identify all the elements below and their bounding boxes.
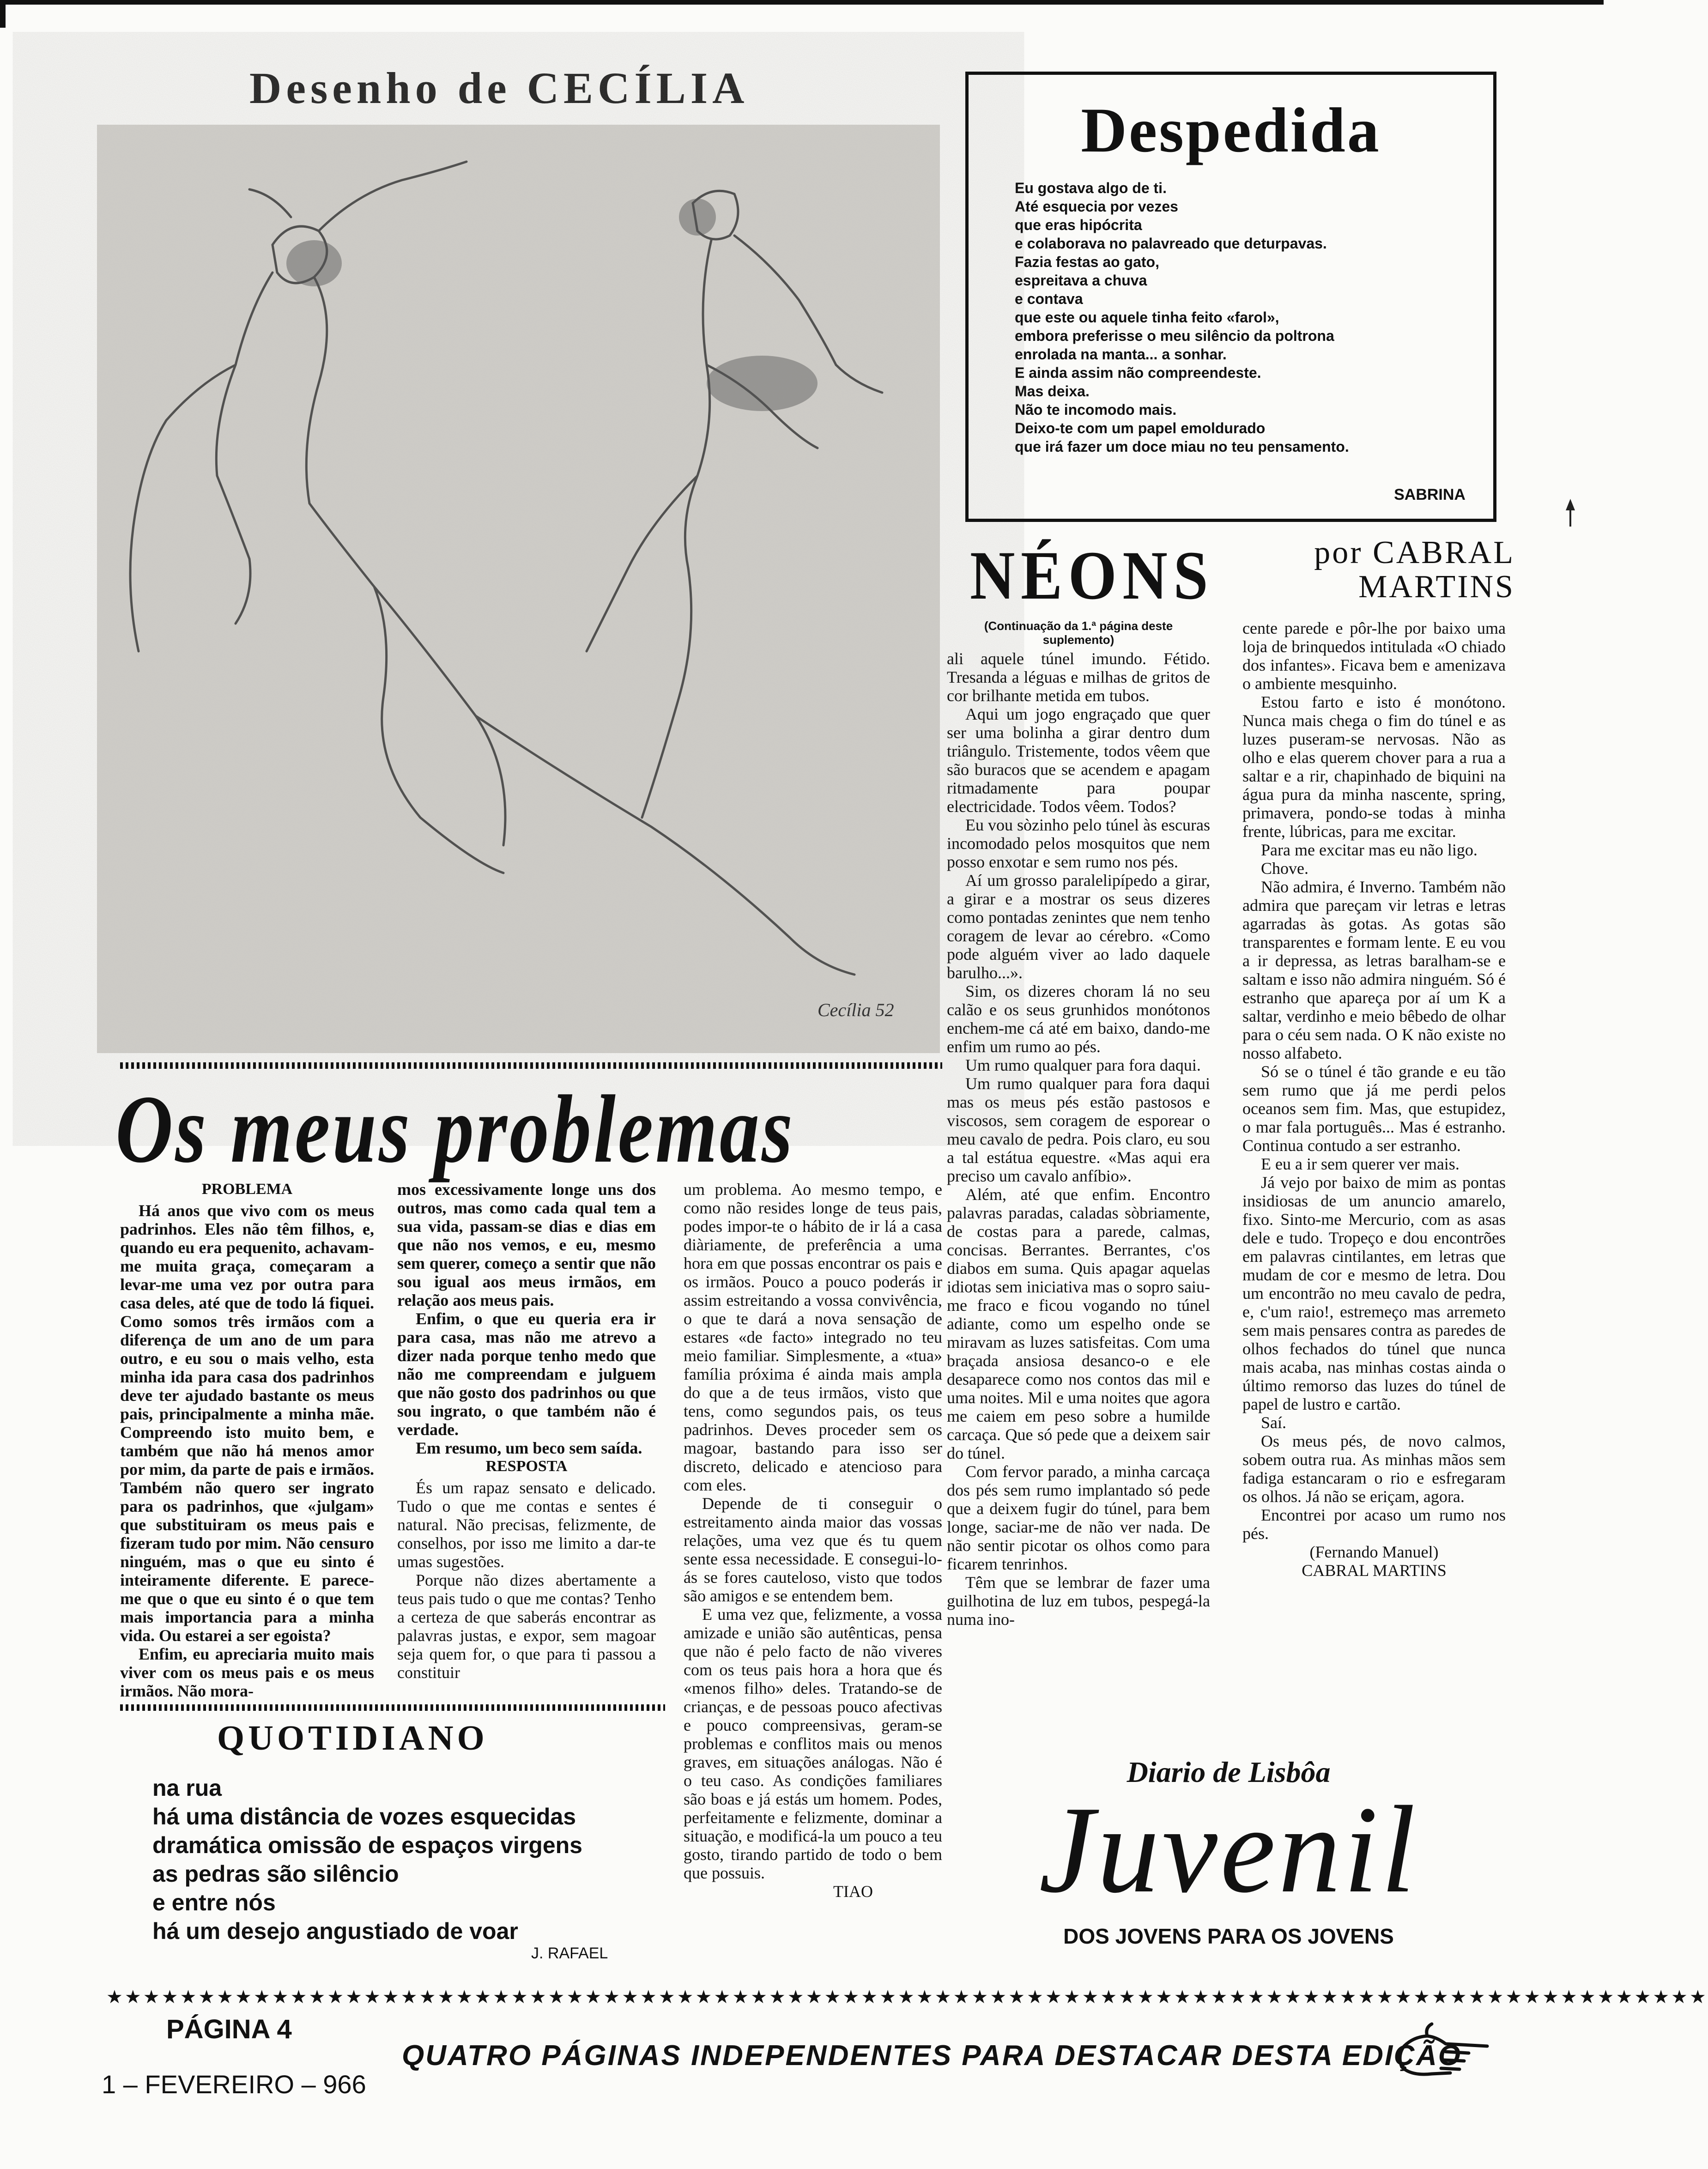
problem-text: Há anos que vivo com os meus padrinhos. Eles não têm filhos, e, quando eu era pequenito, achavam-me muita graça, começaram a levar-me uma vez por outra para casa deles, até que de todo lá fiquei. Como somos três irmãos com a diferença de um ano de um para outro, e eu sou o mais velho, esta minha ida para casa dos padrinhos deve ter ajudado bastante os meus pais, principalmente a minha mãe. Compreendo isto muito bem, e também que não há menos amor por mim, da parte de pais e irmãos. Também não quero ser ingrato para os padrinhos, que «julgam» que substituiram os meus pais e fizeram tudo por mim. Não censuro ninguém, mas o que eu sinto é inteiramente diferente. E parece-me que o que eu sinto é o que tem mais importancia para a minha vida. Ou estarei a ser egoista? xyxy=(120,1201,374,1645)
neons-text: Além, até que enfim. Encontro palavras paradas, caladas sòbriamente, de costas para a parede, calmas, concisas. Berrantes. Berrantes, c'os diabos em suma. Quis apagar aquelas idiotas sem iniciativa mas o sopro saiu-me fraco e ficou vogando no túnel adiante, como um espelho onde se miravam as luzes satisfeitas. Com uma braçada ansiosa desanco-o e ele desaparece como nos contos das mil e uma noites. Mil e uma noites que agora me caiem em peso sobre a humilde carcaça. Que só pede que a deixem sair do túnel. xyxy=(947,1185,1210,1462)
cecilia-drawing xyxy=(97,125,940,1053)
poem-line: Eu gostava algo de ti. xyxy=(1015,180,1167,196)
poem-line: há um desejo angustiado de voar xyxy=(152,1918,518,1944)
pointing-hand-icon xyxy=(1395,2018,1492,2088)
left-rule xyxy=(0,0,6,28)
poem-line: e colaborava no palavreado que deturpavas. xyxy=(1015,235,1327,252)
neons-text: Aí um grosso paralelipípedo a girar, a girar e a mostrar os seus dizeres como pontadas zenintes que nem tenho coragem de levar ao cérebro. «Como pode alguém viver ao lado daquele barulho...». xyxy=(947,871,1210,982)
poem-line: E ainda assim não compreendeste. xyxy=(1015,364,1261,381)
poem-line: embora preferisse o meu silêncio da poltrona xyxy=(1015,327,1334,344)
neons-text: ali aquele túnel imundo. Fétido. Tresanda a léguas e milhas de gritos de cor brilhante metida em tubos. xyxy=(947,649,1210,705)
poem-line: na rua xyxy=(152,1775,222,1801)
problem-text-4: Enfim, o que eu queria era ir para casa, mas não me atrevo a dizer nada porque tenho medo que não me compreendam e julguem que não gosto dos padrinhos ou que sou ingrato, o que também não é verdade. xyxy=(397,1309,656,1439)
drawing-title: Desenho de CECÍLIA xyxy=(249,63,749,113)
neons-text: Encontrei por acaso um rumo nos pés. xyxy=(1242,1506,1506,1543)
continuation-note: (Continuação da 1.ª página deste suplemento) xyxy=(984,619,1173,647)
poem-line: há uma distância de vozes esquecidas xyxy=(152,1804,576,1830)
neons-text: Com fervor parado, a minha carcaça dos pés sem rumo implantado só pede que a deixem fugir do túnel, para bem longe, saciar-me de não ver nada. De não sentir picotar os olhos como para ficarem tenrinhos. xyxy=(947,1462,1210,1573)
problem-text-5: Em resumo, um beco sem saída. xyxy=(416,1439,642,1457)
neons-text: Sim, os dizeres choram lá no seu calão e os seus grunhidos monótonos enchem-me cá até em baixo, dando-me enfim um rumo ao pés. xyxy=(947,982,1210,1056)
poem-line: espreitava a chuva xyxy=(1015,272,1147,289)
top-rule xyxy=(0,0,1604,5)
neons-text: Já vejo por baixo de mim as pontas insidiosas de um anuncio amarelo, fixo. Sinto-me Mercurio, com as asas dele e tudo. Tropeço e dou encontrões em palavras cintilantes, em letras que mudam de cor e mesmo de letra. Dou um encontrão no meu cavalo de pedra, e, c'um raio!, estremeço mas arremeto sem mais pensares contra as paredes de olhos fechados do túnel que nunca mais acaba, nas minhas costas ainda o último remorso das luzes do túnel de papel de lustro e cartão. xyxy=(1242,1173,1506,1413)
dancers-sketch-illustration xyxy=(97,125,940,1053)
poem-line: dramática omissão de espaços virgens xyxy=(152,1832,582,1858)
neons-text: Eu vou sòzinho pelo túnel às escuras incomodado pelos mosquitos que nem posso enxotar e sem rumo nos pés. xyxy=(947,816,1210,871)
poem-line: Não te incomodo mais. xyxy=(1015,401,1177,418)
neons-text: Não admira, é Inverno. Também não admira que pareçam vir letras e letras agarradas às gotas. As gotas são transparentes e formam lente. E eu vou a ir depressa, as letras baralham-se e saltam e isso não admira ninguém. Só é estranho que apareça por aí um K a saltar, verdinho e meio bêbedo de olhar para o céu sem nada. O K não existe no nosso alfabeto. xyxy=(1242,878,1506,1062)
poem-line: Fazia festas ao gato, xyxy=(1015,254,1159,270)
juvenil-tagline: DOS JOVENS PARA OS JOVENS xyxy=(1063,1924,1394,1948)
diario-masthead: Diario de Lisbôa xyxy=(1127,1756,1331,1788)
byline-name-2: MARTINS xyxy=(1358,569,1515,605)
problems-col-2 xyxy=(397,1180,656,1682)
drawing-signature: Cecília 52 xyxy=(818,1000,894,1020)
juvenil-title: Juvenil xyxy=(1039,1781,1418,1919)
poem-line: que irá fazer um doce miau no teu pensamento. xyxy=(1015,438,1349,455)
problems-col-3 xyxy=(684,1180,942,1901)
neons-title: NÉONS xyxy=(970,537,1214,614)
neons-text: Estou farto e isto é monótono. Nunca mais chega o fim do túnel e as luzes puseram-se nervosas. Não as olho e elas querem chover para a rua a saltar e a rir, chapinhado de biquini na água pura da minha nascente, spring, primavera, pondo-se todas à minha frente, lúbricas, para me excitar. xyxy=(1242,693,1506,841)
byline-prefix: por xyxy=(1314,535,1363,570)
poem-line: que eras hipócrita xyxy=(1015,217,1142,233)
neons-text: Têm que se lembrar de fazer uma guilhotina de luz em tubos, pespegá-la numa ino- xyxy=(947,1573,1210,1629)
neons-byline xyxy=(1256,536,1515,604)
poem-line: e entre nós xyxy=(152,1890,276,1915)
neons-text: Saí. xyxy=(1261,1413,1287,1432)
neons-text: Chove. xyxy=(1261,859,1308,878)
problem-text-3: mos excessivamente longe uns dos outros, mas como cada qual tem a sua vida, passam-se dias e dias em que não nos vemos, e eu, mesmo sem querer, começo a sentir que não sou igual aos meus irmãos, em relação aos meus pais. xyxy=(397,1180,656,1309)
poem-line: as pedras são silêncio xyxy=(152,1861,399,1887)
neons-text: Para me excitar mas eu não ligo. xyxy=(1261,841,1478,859)
quotidiano-title: QUOTIDIANO xyxy=(217,1719,488,1757)
margin-arrow-icon xyxy=(1561,499,1580,527)
answer-text-5: E uma vez que, felizmente, a vossa amizade e união são autênticas, pensa que não é pelo facto de não viveres com os teus pais hora a hora que és «menos filho» deles. Tratando-se de crianças, e de pessoas pouco afectivas e pouco compreensivas, geram-se problemas e conflitos mais ou menos graves, em situações análogas. Não é o teu caso. As condições familiares são boas e já estás um homem. Podes, perfeitamente e felizmente, dominar a situação, e modificá-la um pouco a teu gosto, tirando partido de todo o bem que possuis. xyxy=(684,1605,942,1882)
poem-line: Até esquecia por vezes xyxy=(1015,198,1178,215)
despedida-box xyxy=(965,72,1496,522)
despedida-poem xyxy=(1015,179,1477,456)
despedida-author: SABRINA xyxy=(1394,486,1466,503)
answer-text-2: Porque não dizes abertamente a teus pais tudo o que me contas? Tenho a certeza de que saberás encontrar as palavras justas, e expor, sem magoar seja quem for, o que para ti passou a constituir xyxy=(397,1571,656,1682)
answer-text-4: Depende de ti conseguir o estreitamento ainda maior das vossas relações, uma vez que és tu quem sente essa necessidade. E consegui-lo-ás se fores cauteloso, visto que todos são amigos e se entendem bem. xyxy=(684,1494,942,1605)
answer-heading: RESPOSTA xyxy=(485,1458,568,1475)
neons-author-2: CABRAL MARTINS xyxy=(1302,1561,1447,1580)
issue-date: 1 – FEVEREIRO – 966 xyxy=(102,2070,366,2099)
answer-author: TIAO xyxy=(833,1882,873,1901)
page-label: PÁGINA 4 xyxy=(166,2014,292,2044)
zigzag-divider xyxy=(120,1062,942,1069)
poem-line: Mas deixa. xyxy=(1015,383,1090,400)
despedida-title: Despedida xyxy=(1081,95,1381,165)
neons-text: Aqui um jogo engraçado que quer ser uma bolinha a girar dentro dum triângulo. Tristemente, todos vêem que são buracos que se acendem e apagam ritmadamente para poupar electricidade. Todos vêem. Todos? xyxy=(947,705,1210,816)
byline-name-1: CABRAL xyxy=(1373,535,1515,570)
neons-text: E eu a ir sem querer ver mais. xyxy=(1261,1155,1460,1173)
stars-divider: ★★★★★★★★★★★★★★★★★★★★★★★★★★★★★★★★★★★★★★★★★★★★★★★★★★★★★★★★★★★★★★★★★★★★★★★★★★★★★★★★★★★★★★★ xyxy=(106,1987,1708,2007)
poem-line: e contava xyxy=(1015,291,1083,307)
footer-notice: QUATRO PÁGINAS INDEPENDENTES PARA DESTACAR DESTA EDIÇÃO xyxy=(402,2040,1462,2072)
neons-text: Um rumo qualquer para fora daqui mas os meus pés estão pastosos e viscosos, sem coragem de esporear o meu cavalo de pedra. Pois claro, eu sou a tal estátua equestre. «Mas aqui era preciso um cavalo anfíbio». xyxy=(947,1074,1210,1185)
problem-heading: PROBLEMA xyxy=(201,1181,293,1198)
neons-author-1: (Fernando Manuel) xyxy=(1309,1543,1439,1561)
poem-line: Deixo-te com um papel emoldurado xyxy=(1015,420,1266,436)
poem-line: enrolada na manta... a sonhar. xyxy=(1015,346,1227,363)
neons-text: cente parede e pôr-lhe por baixo uma loja de brinquedos intitulada «O chiado dos infantes». Ficava bem e amenizava o ambiente mesquinho. xyxy=(1242,619,1506,693)
zigzag-divider-2 xyxy=(120,1704,665,1711)
neons-col-1 xyxy=(947,619,1210,1629)
neons-text: Só se o túnel é tão grande e eu tão sem rumo que já me perdi pelos oceanos sem fim. Mas, que estupidez, o mar fala português... Mas é estranho. Continua contudo a ser estranho. xyxy=(1242,1062,1506,1155)
problems-col-1 xyxy=(120,1180,374,1700)
neons-col-2 xyxy=(1242,619,1506,1580)
neons-text: Um rumo qualquer para fora daqui. xyxy=(965,1056,1201,1074)
quotidiano-poem xyxy=(152,1774,637,1945)
problem-text-2: Enfim, eu apreciaria muito mais viver com os meus pais e os meus irmãos. Não mora- xyxy=(120,1645,374,1700)
main-headline: Os meus problemas xyxy=(115,1076,795,1183)
quotidiano-author: J. RAFAEL xyxy=(531,1945,608,1962)
neons-text: Os meus pés, de novo calmos, sobem outra rua. As minhas mãos sem fadiga estancaram o rio e esfregaram os olhos. Já não se eriçam, agora. xyxy=(1242,1432,1506,1506)
answer-text: És um rapaz sensato e delicado. Tudo o que me contas e sentes é natural. Não precisas, felizmente, de conselhos, por isso me limito a dar-te umas sugestões. xyxy=(397,1478,656,1571)
answer-text-3: um problema. Ao mesmo tempo, e como não resides longe de teus pais, podes impor-te o hábito de ir lá a casa diàriamente, de preferência a uma hora em que possas encontrar os pais e os irmãos. Pouco a pouco poderás ir assim estreitando a vossa convivência, o que te dará a nova sensação de estares «de facto» integrado no teu meio familiar. Simplesmente, a «tua» família próxima é ainda mais ampla do que a de teus irmãos, visto que tens, como segundos pais, os teus padrinhos. Deves proceder sem os magoar, bastando para isso ser discreto, delicado e atencioso para com eles. xyxy=(684,1180,942,1494)
poem-line: que este ou aquele tinha feito «farol», xyxy=(1015,309,1279,326)
